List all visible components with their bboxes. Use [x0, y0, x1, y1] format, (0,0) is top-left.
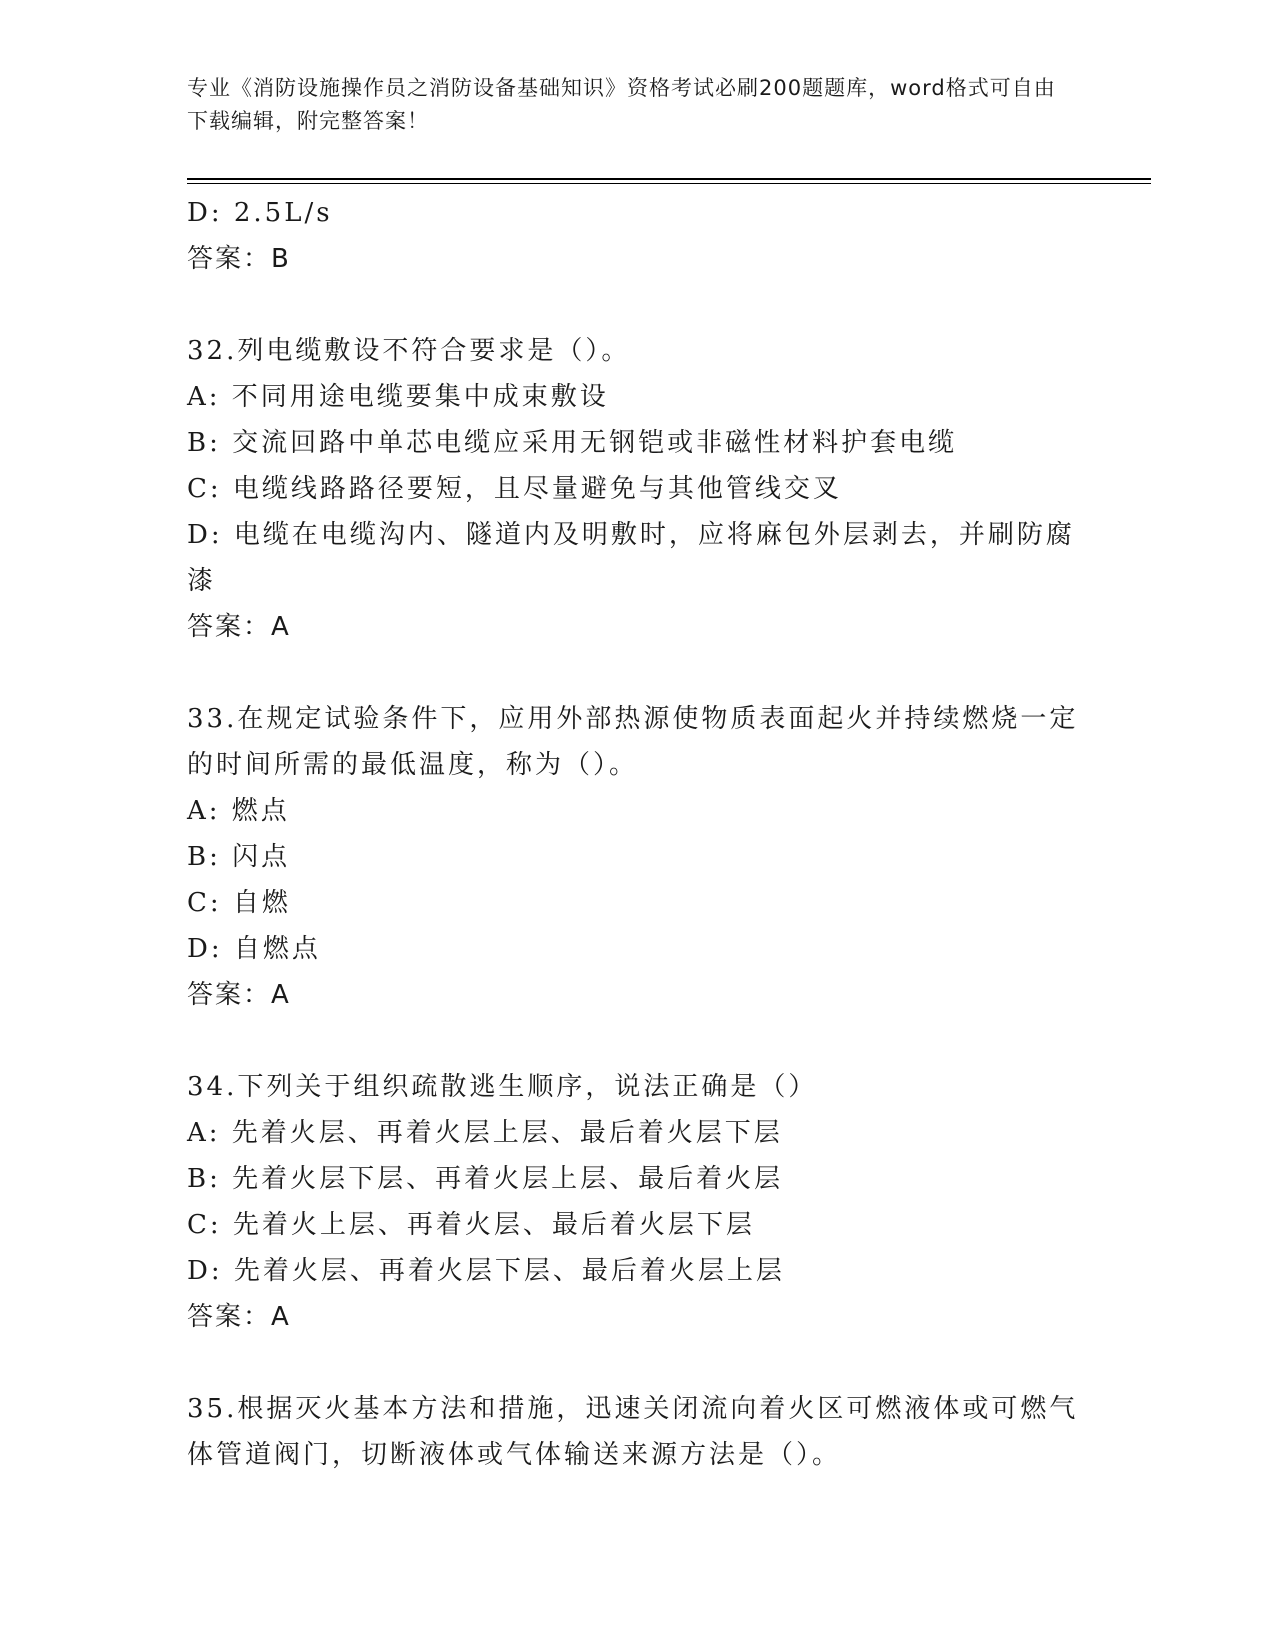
option-d: D: 2.5L/s: [187, 198, 333, 228]
option-d: D: 自燃点: [187, 934, 321, 964]
answer-line: 答案：A: [187, 612, 291, 642]
option-b: B: 交流回路中单芯电缆应采用无钢铠或非磁性材料护套电缆: [187, 428, 958, 458]
option-b: B: 闪点: [187, 842, 291, 872]
header-divider-thin: [187, 183, 1151, 184]
document-header: 专业《消防设施操作员之消防设备基础知识》资格考试必刷200题题库，word格式可自由下载编辑，附完整答案！: [187, 76, 1056, 133]
question-stem: 32.列电缆敷设不符合要求是（）。: [187, 336, 631, 366]
question-34: [187, 1064, 1087, 1340]
option-a: A: 燃点: [187, 796, 290, 826]
option-b: B: 先着火层下层、再着火层上层、最后着火层: [187, 1164, 784, 1194]
option-c: C: 电缆线路路径要短，且尽量避免与其他管线交叉: [187, 474, 842, 504]
option-c: C: 先着火上层、再着火层、最后着火层下层: [187, 1210, 755, 1240]
option-a: A: 不同用途电缆要集中成束敷设: [187, 382, 609, 412]
answer-line: 答案：A: [187, 980, 291, 1010]
option-a: A: 先着火层、再着火层上层、最后着火层下层: [187, 1118, 783, 1148]
option-c: C: 自燃: [187, 888, 291, 918]
question-35: [187, 1386, 1087, 1478]
answer-line: 答案：B: [187, 244, 291, 274]
question-stem: 35.根据灭火基本方法和措施，迅速关闭流向着火区可燃液体或可燃气体管道阀门，切断液体或气体输送来源方法是（）。: [187, 1394, 1079, 1470]
option-d: D: 先着火层、再着火层下层、最后着火层上层: [187, 1256, 785, 1286]
question-33: [187, 696, 1087, 1018]
answer-line: 答案：A: [187, 1302, 291, 1332]
carryover-question: [187, 190, 1087, 282]
question-stem: 33.在规定试验条件下，应用外部热源使物质表面起火并持续燃烧一定的时间所需的最低温度，称为（）。: [187, 704, 1079, 780]
option-d: D: 电缆在电缆沟内、隧道内及明敷时，应将麻包外层剥去，并刷防腐漆: [187, 520, 1075, 596]
question-list: [187, 190, 1087, 1478]
header-divider: [187, 178, 1151, 180]
question-32: [187, 328, 1087, 650]
question-stem: 34.下列关于组织疏散逃生顺序，说法正确是（）: [187, 1072, 818, 1102]
